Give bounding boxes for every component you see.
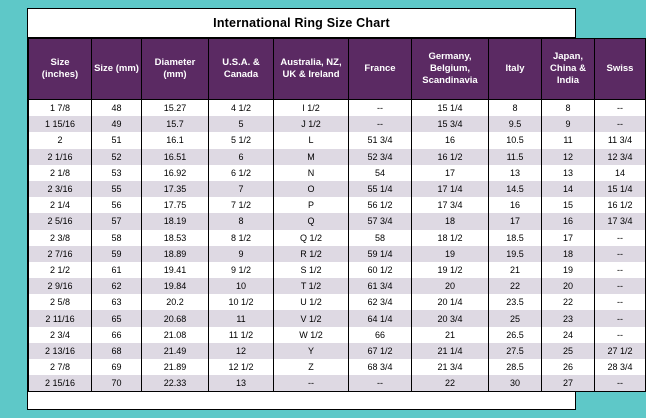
table-cell: 17 [489, 213, 542, 229]
table-cell: 15.7 [142, 116, 209, 132]
column-header-swiss: Swiss [595, 39, 646, 100]
table-header [29, 39, 646, 100]
table-cell: 19.84 [142, 278, 209, 294]
table-cell: -- [595, 100, 646, 117]
table-cell: 18.53 [142, 230, 209, 246]
table-cell: 17 [412, 165, 489, 181]
ring-size-table [28, 38, 646, 392]
table-cell: 58 [92, 230, 142, 246]
table-cell: 9 1/2 [209, 262, 274, 278]
table-cell: J 1/2 [274, 116, 349, 132]
table-row [29, 262, 646, 278]
table-cell: 19 1/2 [412, 262, 489, 278]
table-cell: 27.5 [489, 343, 542, 359]
table-cell: 26 [542, 359, 595, 375]
table-cell: 62 [92, 278, 142, 294]
table-row [29, 181, 646, 197]
table-cell: 16.51 [142, 149, 209, 165]
table-cell: 17 [542, 230, 595, 246]
table-cell: 22.33 [142, 375, 209, 392]
table-row [29, 197, 646, 213]
table-cell: 4 1/2 [209, 100, 274, 117]
table-cell: -- [595, 278, 646, 294]
column-header-japan-china-india: Japan, China & India [542, 39, 595, 100]
table-cell: 2 1/8 [29, 165, 92, 181]
table-row [29, 213, 646, 229]
table-cell: 16 [412, 132, 489, 148]
table-cell: 28 3/4 [595, 359, 646, 375]
table-cell: -- [595, 375, 646, 392]
table-cell: 7 1/2 [209, 197, 274, 213]
table-cell: 2 7/8 [29, 359, 92, 375]
table-cell: Q 1/2 [274, 230, 349, 246]
column-header-germany-belgium-scandinavia: Germany, Belgium, Scandinavia [412, 39, 489, 100]
table-cell: S 1/2 [274, 262, 349, 278]
table-cell: W 1/2 [274, 327, 349, 343]
table-cell: 11.5 [489, 149, 542, 165]
table-cell: 6 [209, 149, 274, 165]
table-cell: 60 1/2 [349, 262, 412, 278]
table-cell: 14 [595, 165, 646, 181]
table-cell: 51 [92, 132, 142, 148]
table-body [29, 100, 646, 392]
table-cell: 20.2 [142, 294, 209, 310]
table-cell: 57 3/4 [349, 213, 412, 229]
table-cell: 2 [29, 132, 92, 148]
table-cell: 2 3/4 [29, 327, 92, 343]
table-cell: 11 3/4 [595, 132, 646, 148]
table-cell: 57 [92, 213, 142, 229]
table-cell: -- [595, 327, 646, 343]
table-cell: 8 [489, 100, 542, 117]
table-row [29, 149, 646, 165]
table-cell: 20.68 [142, 310, 209, 326]
table-cell: 12 [209, 343, 274, 359]
table-cell: -- [595, 246, 646, 262]
table-cell: -- [595, 294, 646, 310]
table-cell: 13 [489, 165, 542, 181]
table-row [29, 359, 646, 375]
table-cell: 2 1/4 [29, 197, 92, 213]
table-cell: -- [349, 100, 412, 117]
table-cell: 11 [542, 132, 595, 148]
table-cell: 12 [542, 149, 595, 165]
table-cell: 24 [542, 327, 595, 343]
table-cell: 12 1/2 [209, 359, 274, 375]
table-cell: 55 1/4 [349, 181, 412, 197]
table-cell: 15 1/4 [412, 100, 489, 117]
table-cell: O [274, 181, 349, 197]
table-cell: 48 [92, 100, 142, 117]
table-cell: 9 [542, 116, 595, 132]
table-cell: 8 [209, 213, 274, 229]
table-cell: 16 1/2 [412, 149, 489, 165]
table-cell: 68 3/4 [349, 359, 412, 375]
table-row [29, 278, 646, 294]
table-row [29, 375, 646, 392]
table-cell: Y [274, 343, 349, 359]
table-cell: -- [595, 116, 646, 132]
table-row [29, 100, 646, 117]
table-cell: 9.5 [489, 116, 542, 132]
table-cell: 16 [489, 197, 542, 213]
table-cell: 19.41 [142, 262, 209, 278]
table-cell: 66 [92, 327, 142, 343]
table-cell: 26.5 [489, 327, 542, 343]
table-cell: 27 [542, 375, 595, 392]
table-cell: M [274, 149, 349, 165]
table-cell: 21.49 [142, 343, 209, 359]
table-cell: 2 3/16 [29, 181, 92, 197]
table-cell: 17 1/4 [412, 181, 489, 197]
table-cell: 21 1/4 [412, 343, 489, 359]
table-cell: 69 [92, 359, 142, 375]
table-cell: 2 1/2 [29, 262, 92, 278]
table-cell: 54 [349, 165, 412, 181]
table-cell: 21 3/4 [412, 359, 489, 375]
table-cell: -- [349, 375, 412, 392]
table-cell: 15 1/4 [595, 181, 646, 197]
chart-title-bar [28, 9, 575, 38]
table-cell: 2 13/16 [29, 343, 92, 359]
column-header-italy: Italy [489, 39, 542, 100]
table-cell: -- [595, 310, 646, 326]
table-cell: 16.1 [142, 132, 209, 148]
table-cell: 20 1/4 [412, 294, 489, 310]
table-cell: 56 1/2 [349, 197, 412, 213]
table-cell: -- [595, 230, 646, 246]
table-cell: 12 3/4 [595, 149, 646, 165]
table-cell: -- [595, 262, 646, 278]
table-cell: 2 7/16 [29, 246, 92, 262]
column-header-france: France [349, 39, 412, 100]
table-cell: 25 [489, 310, 542, 326]
table-cell: 20 3/4 [412, 310, 489, 326]
table-cell: T 1/2 [274, 278, 349, 294]
table-cell: 2 11/16 [29, 310, 92, 326]
table-cell: I 1/2 [274, 100, 349, 117]
table-cell: 2 3/8 [29, 230, 92, 246]
table-cell: 66 [349, 327, 412, 343]
table-cell: 2 5/8 [29, 294, 92, 310]
table-cell: 11 [209, 310, 274, 326]
table-cell: U 1/2 [274, 294, 349, 310]
table-cell: 65 [92, 310, 142, 326]
table-cell: 2 5/16 [29, 213, 92, 229]
table-cell: 64 1/4 [349, 310, 412, 326]
table-row [29, 294, 646, 310]
column-header-size-inches: Size (inches) [29, 39, 92, 100]
table-cell: 21.89 [142, 359, 209, 375]
table-cell: 19 [542, 262, 595, 278]
table-cell: 22 [489, 278, 542, 294]
table-cell: 19.5 [489, 246, 542, 262]
table-cell: 5 [209, 116, 274, 132]
table-row [29, 327, 646, 343]
table-cell: 14.5 [489, 181, 542, 197]
table-cell: 67 1/2 [349, 343, 412, 359]
table-cell: 15 3/4 [412, 116, 489, 132]
table-cell: -- [349, 116, 412, 132]
table-cell: 25 [542, 343, 595, 359]
table-cell: 21 [489, 262, 542, 278]
table-header-row [29, 39, 646, 100]
table-cell: 9 [209, 246, 274, 262]
table-cell: 53 [92, 165, 142, 181]
table-cell: 18.89 [142, 246, 209, 262]
table-cell: 21.08 [142, 327, 209, 343]
table-cell: 62 3/4 [349, 294, 412, 310]
table-cell: 16 [542, 213, 595, 229]
table-row [29, 343, 646, 359]
table-cell: 58 [349, 230, 412, 246]
table-cell: 18.5 [489, 230, 542, 246]
table-cell: 61 [92, 262, 142, 278]
table-cell: 7 [209, 181, 274, 197]
table-cell: 63 [92, 294, 142, 310]
table-cell: 2 9/16 [29, 278, 92, 294]
table-cell: 22 [412, 375, 489, 392]
table-cell: 52 3/4 [349, 149, 412, 165]
table-cell: 22 [542, 294, 595, 310]
table-cell: 52 [92, 149, 142, 165]
table-cell: 27 1/2 [595, 343, 646, 359]
table-cell: 19 [412, 246, 489, 262]
table-cell: Z [274, 359, 349, 375]
table-cell: 16.92 [142, 165, 209, 181]
table-cell: 1 7/8 [29, 100, 92, 117]
column-header-diameter-mm: Diameter (mm) [142, 39, 209, 100]
table-cell: 18 [412, 213, 489, 229]
table-cell: 6 1/2 [209, 165, 274, 181]
table-cell: 59 [92, 246, 142, 262]
table-cell: 15 [542, 197, 595, 213]
table-cell: 8 [542, 100, 595, 117]
table-row [29, 246, 646, 262]
table-cell: Q [274, 213, 349, 229]
table-cell: 59 1/4 [349, 246, 412, 262]
table-cell: 17 3/4 [412, 197, 489, 213]
table-cell: 13 [209, 375, 274, 392]
table-cell: 68 [92, 343, 142, 359]
table-cell: 2 1/16 [29, 149, 92, 165]
table-row [29, 132, 646, 148]
column-header-australia-nz-uk-ireland: Australia, NZ, UK & Ireland [274, 39, 349, 100]
column-header-usa-canada: U.S.A. & Canada [209, 39, 274, 100]
ring-size-chart-page [27, 8, 634, 410]
table-cell: 56 [92, 197, 142, 213]
table-cell: 17.75 [142, 197, 209, 213]
table-cell: P [274, 197, 349, 213]
table-cell: 23.5 [489, 294, 542, 310]
table-cell: -- [274, 375, 349, 392]
table-row [29, 230, 646, 246]
table-cell: 61 3/4 [349, 278, 412, 294]
table-cell: 30 [489, 375, 542, 392]
table-cell: 17.35 [142, 181, 209, 197]
table-cell: 10 [209, 278, 274, 294]
table-cell: 15.27 [142, 100, 209, 117]
table-cell: 13 [542, 165, 595, 181]
table-row [29, 165, 646, 181]
table-cell: 10 1/2 [209, 294, 274, 310]
table-cell: 20 [542, 278, 595, 294]
table-cell: 18.19 [142, 213, 209, 229]
table-row [29, 116, 646, 132]
table-cell: 16 1/2 [595, 197, 646, 213]
table-cell: 70 [92, 375, 142, 392]
table-cell: 18 1/2 [412, 230, 489, 246]
table-cell: R 1/2 [274, 246, 349, 262]
table-cell: 23 [542, 310, 595, 326]
table-cell: 55 [92, 181, 142, 197]
page-title: International Ring Size Chart [213, 16, 390, 30]
table-cell: 20 [412, 278, 489, 294]
table-cell: 17 3/4 [595, 213, 646, 229]
table-cell: 51 3/4 [349, 132, 412, 148]
table-cell: L [274, 132, 349, 148]
table-cell: 8 1/2 [209, 230, 274, 246]
table-cell: 5 1/2 [209, 132, 274, 148]
table-cell: V 1/2 [274, 310, 349, 326]
table-cell: 11 1/2 [209, 327, 274, 343]
table-cell: 28.5 [489, 359, 542, 375]
table-cell: 21 [412, 327, 489, 343]
table-cell: 49 [92, 116, 142, 132]
table-cell: 1 15/16 [29, 116, 92, 132]
table-cell: 18 [542, 246, 595, 262]
column-header-size-mm: Size (mm) [92, 39, 142, 100]
table-row [29, 310, 646, 326]
table-cell: 14 [542, 181, 595, 197]
table-cell: N [274, 165, 349, 181]
table-cell: 2 15/16 [29, 375, 92, 392]
table-cell: 10.5 [489, 132, 542, 148]
